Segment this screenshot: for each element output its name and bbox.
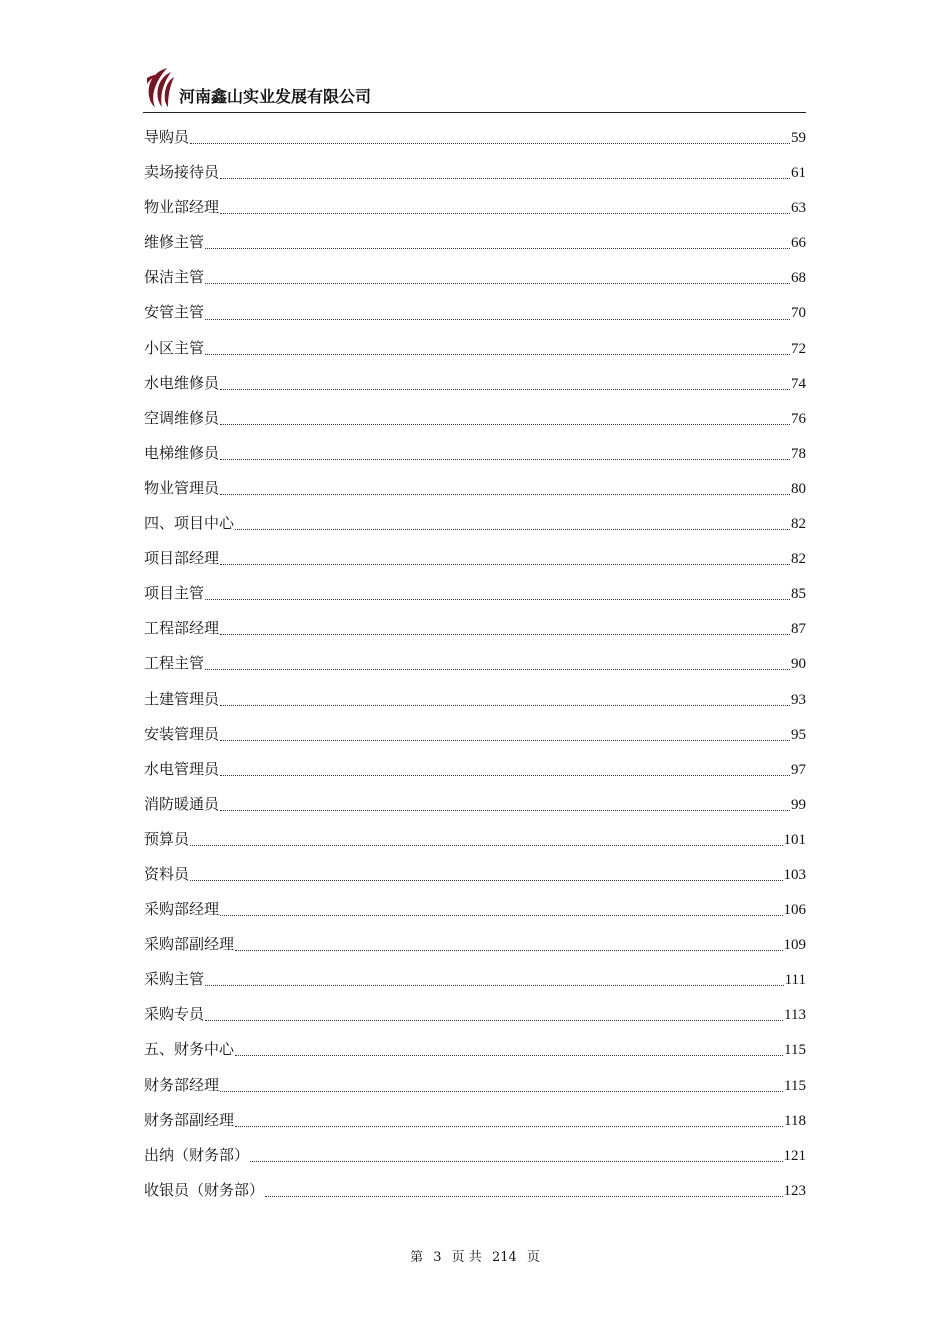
toc-entry-label: 维修主管 (144, 233, 205, 252)
toc-dot-leader (205, 248, 790, 249)
toc-entry[interactable] (144, 822, 806, 857)
footer-current-page: 3 (433, 1250, 442, 1265)
toc-dot-leader (220, 213, 790, 214)
toc-entry[interactable] (144, 1173, 806, 1208)
toc-entry-label: 物业管理员 (144, 478, 220, 497)
toc-entry-label: 资料员 (144, 864, 190, 883)
toc-entry-label: 水电维修员 (144, 373, 220, 392)
toc-entry-page: 76 (791, 410, 806, 427)
toc-entry-page: 78 (791, 445, 806, 462)
toc-entry[interactable] (144, 1068, 806, 1103)
toc-dot-leader (205, 354, 790, 355)
toc-entry-label: 空调维修员 (144, 408, 220, 427)
toc-entry[interactable] (144, 997, 806, 1032)
toc-entry-label: 财务部经理 (144, 1075, 220, 1094)
toc-dot-leader (205, 669, 790, 670)
toc-entry[interactable] (144, 787, 806, 822)
toc-entry-page: 63 (791, 200, 806, 217)
toc-entry-page: 103 (783, 866, 806, 883)
toc-entry-label: 预算员 (144, 829, 190, 848)
toc-entry-label: 四、项目中心 (144, 514, 235, 533)
toc-entry-page: 97 (791, 761, 806, 778)
toc-dot-leader (220, 915, 782, 916)
toc-entry[interactable] (144, 401, 806, 436)
toc-dot-leader (220, 1091, 783, 1092)
toc-entry-page: 113 (784, 1007, 806, 1024)
toc-entry[interactable] (144, 295, 806, 330)
toc-entry-label: 出纳（财务部） (144, 1145, 250, 1164)
toc-entry-page: 106 (783, 902, 806, 919)
toc-dot-leader (235, 1126, 783, 1127)
toc-entry-page: 68 (791, 270, 806, 287)
toc-entry-label: 五、财务中心 (144, 1040, 235, 1059)
toc-entry-page: 121 (783, 1147, 806, 1164)
toc-entry[interactable] (144, 471, 806, 506)
page-header (143, 62, 806, 113)
toc-entry-label: 安装管理员 (144, 724, 220, 743)
toc-entry-label: 采购部经理 (144, 900, 220, 919)
toc-entry[interactable] (144, 260, 806, 295)
toc-entry[interactable] (144, 190, 806, 225)
toc-entry-label: 采购专员 (144, 1005, 205, 1024)
toc-entry[interactable] (144, 120, 806, 155)
toc-entry[interactable] (144, 857, 806, 892)
toc-dot-leader (220, 705, 790, 706)
toc-dot-leader (220, 775, 790, 776)
toc-entry-page: 70 (791, 305, 806, 322)
toc-dot-leader (250, 1161, 782, 1162)
toc-dot-leader (220, 459, 790, 460)
toc-entry[interactable] (144, 1032, 806, 1067)
toc-dot-leader (220, 389, 790, 390)
toc-entry-page: 72 (791, 340, 806, 357)
toc-dot-leader (220, 424, 790, 425)
toc-dot-leader (190, 143, 790, 144)
toc-entry-page: 66 (791, 235, 806, 252)
toc-entry-page: 123 (783, 1182, 806, 1199)
toc-entry-page: 118 (784, 1112, 806, 1129)
toc-dot-leader (235, 950, 782, 951)
toc-dot-leader (265, 1196, 782, 1197)
toc-dot-leader (220, 564, 790, 565)
toc-entry-page: 82 (791, 551, 806, 568)
toc-entry-label: 项目主管 (144, 584, 205, 603)
toc-entry-label: 工程部经理 (144, 619, 220, 638)
toc-entry[interactable] (144, 611, 806, 646)
toc-entry[interactable] (144, 506, 806, 541)
toc-entry-label: 土建管理员 (144, 689, 220, 708)
toc-dot-leader (220, 810, 790, 811)
toc-dot-leader (205, 319, 790, 320)
toc-entry[interactable] (144, 927, 806, 962)
toc-entry-label: 财务部副经理 (144, 1110, 235, 1129)
toc-entry-page: 115 (784, 1042, 806, 1059)
toc-entry-label: 物业部经理 (144, 198, 220, 217)
toc-dot-leader (205, 599, 790, 600)
toc-entry-label: 导购员 (144, 128, 190, 146)
toc-entry[interactable] (144, 962, 806, 997)
toc-entry-label: 采购部副经理 (144, 935, 235, 954)
toc-entry[interactable] (144, 576, 806, 611)
table-of-contents (144, 120, 806, 1208)
toc-entry-page: 82 (791, 516, 806, 533)
toc-entry[interactable] (144, 225, 806, 260)
toc-entry[interactable] (144, 155, 806, 190)
footer-prefix: 第 (410, 1250, 424, 1265)
toc-entry-label: 水电管理员 (144, 759, 220, 778)
toc-entry[interactable] (144, 682, 806, 717)
toc-dot-leader (205, 283, 790, 284)
toc-entry-label: 工程主管 (144, 654, 205, 673)
toc-entry-page: 61 (791, 165, 806, 182)
page-footer (0, 1246, 950, 1265)
toc-dot-leader (205, 985, 784, 986)
swoosh-logo-icon (143, 66, 175, 108)
toc-entry-page: 59 (791, 130, 806, 146)
toc-entry-label: 卖场接待员 (144, 163, 220, 182)
toc-entry-page: 85 (791, 586, 806, 603)
toc-entry[interactable] (144, 892, 806, 927)
toc-dot-leader (235, 529, 790, 530)
toc-entry-page: 90 (791, 656, 806, 673)
toc-dot-leader (205, 1020, 783, 1021)
toc-entry-page: 109 (783, 937, 806, 954)
toc-entry-page: 74 (791, 375, 806, 392)
toc-entry[interactable] (144, 717, 806, 752)
toc-entry-label: 消防暖通员 (144, 794, 220, 813)
toc-entry[interactable] (144, 366, 806, 401)
toc-dot-leader (220, 740, 790, 741)
toc-entry[interactable] (144, 1103, 806, 1138)
toc-entry-page: 99 (791, 796, 806, 813)
toc-entry[interactable] (144, 646, 806, 681)
toc-entry-page: 93 (791, 691, 806, 708)
toc-dot-leader (190, 845, 782, 846)
toc-entry-label: 小区主管 (144, 338, 205, 357)
toc-entry-page: 111 (784, 972, 806, 989)
toc-entry-label: 项目部经理 (144, 549, 220, 568)
toc-dot-leader (220, 634, 790, 635)
toc-entry[interactable] (144, 752, 806, 787)
toc-entry[interactable] (144, 436, 806, 471)
toc-entry-label: 采购主管 (144, 970, 205, 989)
toc-entry-page: 101 (783, 831, 806, 848)
toc-entry-page: 95 (791, 726, 806, 743)
toc-entry-page: 87 (791, 621, 806, 638)
toc-entry-label: 电梯维修员 (144, 443, 220, 462)
toc-dot-leader (220, 494, 790, 495)
toc-dot-leader (220, 178, 790, 179)
footer-mid: 页 共 (451, 1250, 482, 1265)
toc-entry-label: 保洁主管 (144, 268, 205, 287)
toc-entry-page: 115 (784, 1077, 806, 1094)
toc-entry-page: 80 (791, 480, 806, 497)
toc-dot-leader (190, 880, 782, 881)
toc-dot-leader (235, 1055, 783, 1056)
toc-entry-label: 安管主管 (144, 303, 205, 322)
toc-entry[interactable] (144, 1138, 806, 1173)
footer-suffix: 页 (526, 1250, 540, 1265)
toc-entry[interactable] (144, 541, 806, 576)
toc-entry[interactable] (144, 331, 806, 366)
toc-entry-label: 收银员（财务部） (144, 1180, 265, 1199)
footer-total-pages: 214 (491, 1250, 517, 1265)
company-name: 河南鑫山实业发展有限公司 (179, 87, 372, 106)
